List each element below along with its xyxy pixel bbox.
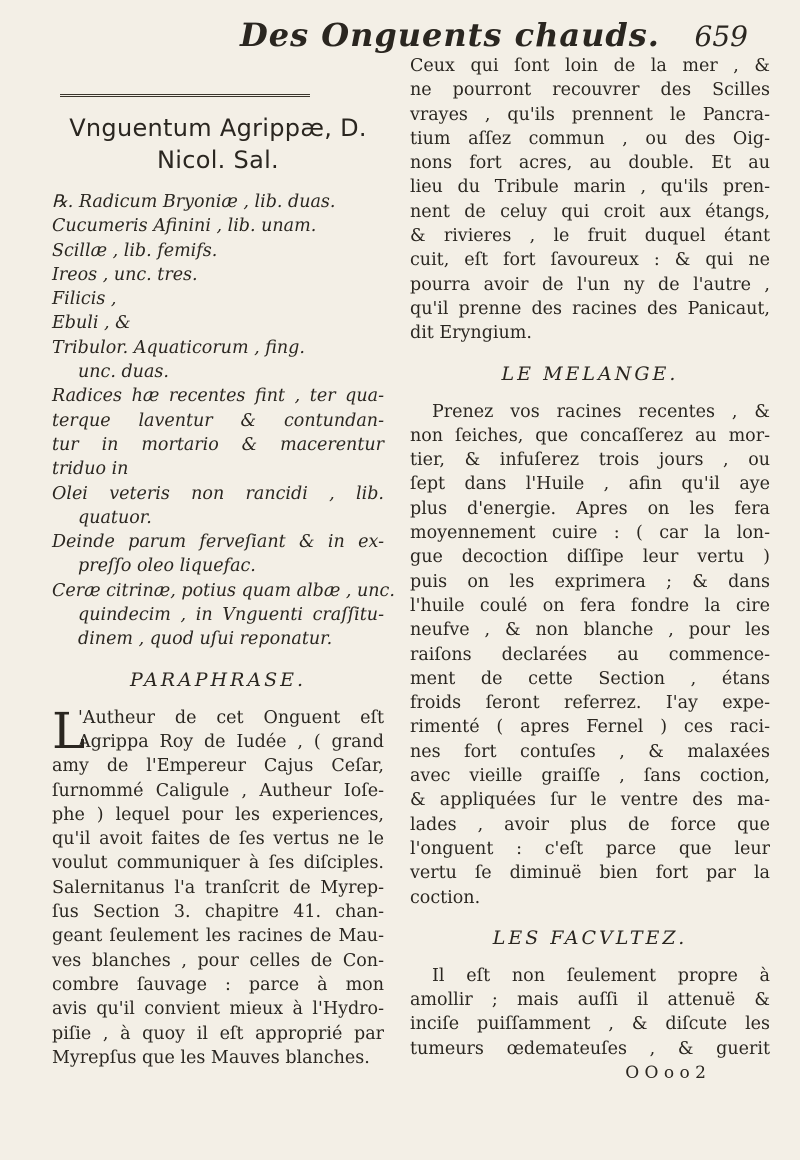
recipe-line: quatuor. <box>78 507 152 528</box>
paraphrase-line: ſurnommé Caligule , Autheur Ioſe- <box>52 780 384 801</box>
paraphrase-line: ſus Section 3. chapitre 41. chan- <box>52 902 384 923</box>
melange-heading: LE MELANGE. <box>501 362 679 385</box>
recipe-line: quindecim , in Vnguenti craſſitu- <box>78 605 384 626</box>
recipe-line: ℞. Radicum Bryoniæ , lib. duas. <box>52 192 336 212</box>
melange-line: plus d'energie. Apres on les fera <box>410 498 770 519</box>
paraphrase-line: phe ) lequel pour les experiences, <box>52 804 384 825</box>
melange-line: non ſeiches, que concaſſerez au mor- <box>410 425 770 446</box>
intro-line: nons fort acres, au double. Et au <box>410 153 770 174</box>
melange-line: lades , avoir plus de force que <box>410 814 770 835</box>
paraphrase-line: voulut communiquer à ſes diſciples. <box>52 853 384 874</box>
intro-line: cuit, eſt fort ſavoureux : & qui ne <box>410 250 770 271</box>
recipe-line: preſſo oleo liquefac. <box>78 556 256 577</box>
paraphrase-paragraph <box>52 701 384 1070</box>
paraphrase-line: 'Autheur de cet Onguent eſt <box>78 707 384 728</box>
facultez-line: Il eſt non ſeulement propre à <box>432 965 770 986</box>
paraphrase-line: ves blanches , pour celles de Con- <box>52 950 384 971</box>
paraphrase-heading: PARAPHRASE. <box>129 668 307 691</box>
left-column <box>52 112 395 1070</box>
intro-line: lieu du Tribule marin , qu'ils pren- <box>410 177 770 198</box>
intro-line: & rivieres , le fruit duquel étant <box>410 226 770 247</box>
paraphrase-line: Myrepſus que les Mauves blanches. <box>52 1047 370 1068</box>
paraphrase-line: avis qu'il convient mieux à l'Hydro- <box>52 999 384 1020</box>
melange-line: neufve , & non blanche , pour les <box>410 620 770 641</box>
intro-line: qu'il prenne des racines des Panicaut, <box>410 298 770 319</box>
recipe-line: Deinde parum ferveſiant & in ex- <box>52 532 384 553</box>
intro-paragraph <box>410 54 770 346</box>
melange-line: coction. <box>410 887 481 908</box>
facultez-line: tumeurs œdemateuſes , & guerit <box>410 1038 770 1059</box>
intro-line: dit Eryngium. <box>410 323 532 344</box>
melange-line: avec vieille graiſſe , ſans coction, <box>410 766 770 787</box>
recipe-line: terque laventur & contundan- <box>52 410 384 431</box>
intro-line: Ceux qui ſont loin de la mer , & <box>410 56 770 76</box>
paraphrase-line: piſie , à quoy il eſt approprié par <box>52 1023 384 1044</box>
melange-line: moyennement cuire : ( car la lon- <box>410 523 770 544</box>
melange-line: puis on les exprimera ; & dans <box>410 571 770 592</box>
running-head <box>0 16 800 56</box>
facultez-line: amollir ; mais auſſi il attenuë & <box>410 990 770 1011</box>
facultez-paragraph <box>410 964 770 1061</box>
recipe-line: Ireos , unc. tres. <box>52 264 198 285</box>
recipe-line: unc. duas. <box>78 362 169 383</box>
melange-line: ment de cette Section , étans <box>410 668 770 689</box>
facultez-line: inciſe puiſſamment , & diſcute les <box>410 1014 770 1035</box>
recipe-title-line2: Nicol. Sal. <box>157 146 279 174</box>
paraphrase-line: qu'il avoit faites de ſes vertus ne le <box>52 829 384 850</box>
intro-line: vrayes , qu'ils prennent le Pancra- <box>410 104 770 125</box>
melange-line: l'onguent : c'eſt parce que leur <box>410 838 770 859</box>
header-rule <box>60 94 310 97</box>
recipe-line: triduo in <box>52 459 129 480</box>
melange-paragraph <box>410 400 770 910</box>
intro-line: tium aſſez commun , ou des Oig- <box>410 128 770 149</box>
recipe-title-line1: Vnguentum Agrippæ, D. <box>69 114 367 142</box>
melange-line: l'huile coulé on fera fondre la cire <box>410 595 770 616</box>
melange-line: froids ſeront referrez. I'ay expe- <box>410 693 770 714</box>
right-column <box>410 54 770 1085</box>
melange-line: gue decoction diſſipe leur vertu ) <box>410 547 770 568</box>
recipe-line: Cucumeris Afinini , lib. unam. <box>52 216 317 237</box>
recipe-line: Filicis , <box>52 289 117 310</box>
paraphrase-line: Salernitanus l'a tranſcrit de Myrep- <box>52 877 384 898</box>
recipe-line: Radices hæ recentes fint , ter qua- <box>52 386 384 407</box>
page-number: 659 <box>694 20 748 53</box>
melange-line: tier, & infuſerez trois jours , ou <box>410 450 770 471</box>
melange-line: raiſons declarées au commence- <box>410 644 770 665</box>
recipe-line: dinem , quod uſui reponatur. <box>78 629 333 650</box>
recipe-line: Olei veteris non rancidi , lib. <box>52 483 384 504</box>
intro-line: pourra avoir de l'un ny de l'autre , <box>410 274 770 295</box>
paraphrase-line: geant ſeulement les racines de Mau- <box>52 926 384 947</box>
melange-line: ſept dans l'Huile , afin qu'il aye <box>410 474 770 495</box>
drop-cap: L <box>52 701 86 760</box>
catchword-signature: O O o o 2 <box>625 1062 706 1083</box>
facultez-heading: LES FACVLTEZ. <box>492 926 688 949</box>
recipe-line: Ebuli , & <box>52 313 131 334</box>
paraphrase-line: Agrippa Roy de Iudée , ( grand <box>78 731 384 752</box>
recipe-line: tur in mortario & macerentur <box>52 434 384 455</box>
melange-line: Prenez vos racines recentes , & <box>432 401 770 422</box>
intro-line: nent de celuy qui croit aux étangs, <box>410 201 770 222</box>
recipe-line: Tribulor. Aquaticorum , fing. <box>52 337 305 358</box>
recipe-line: Scillæ , lib. femifs. <box>52 240 218 261</box>
paraphrase-line: combre ſauvage : parce à mon <box>52 974 384 995</box>
intro-line: ne pourront recouvrer des Scilles <box>410 80 770 101</box>
melange-line: rimenté ( apres Fernel ) ces raci- <box>410 717 770 738</box>
paraphrase-line: amy de l'Empereur Cajus Ceſar, <box>52 756 384 777</box>
recipe-line: Ceræ citrinæ, potius quam albæ , unc. <box>52 580 395 601</box>
melange-line: & appliquées ſur le ventre des ma- <box>410 790 770 811</box>
melange-line: nes fort contuſes , & malaxées <box>410 741 770 762</box>
recipe-block <box>52 190 395 652</box>
melange-line: vertu ſe diminuë bien fort par la <box>410 863 770 884</box>
running-head-title: Des Onguents chauds. <box>240 16 660 54</box>
